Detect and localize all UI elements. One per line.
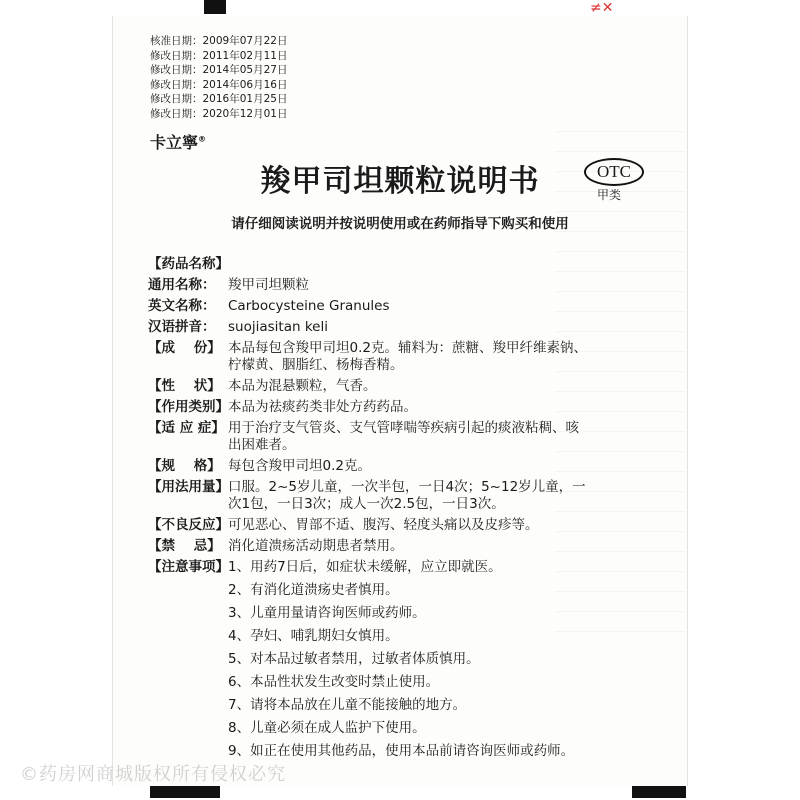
adverse-reactions-row xyxy=(148,517,588,534)
list-item: 8、儿童必须在成人监护下使用。 xyxy=(228,720,426,736)
section-label: 【不良反应】 xyxy=(148,517,229,533)
list-item: 1、用药7日后，如症状未缓解，应立即就医。 xyxy=(228,559,502,575)
copyright-watermark: ©药房网商城版权所有侵权必究 xyxy=(20,764,286,785)
section-label: 【规 格】 xyxy=(148,458,221,474)
brand-name: 卡立寧 xyxy=(150,133,199,152)
otc-class-label: 甲类 xyxy=(597,188,622,202)
list-item: 4、孕妇、哺乳期妇女慎用。 xyxy=(228,628,399,644)
registered-mark: ® xyxy=(198,134,207,144)
category-row xyxy=(148,399,588,416)
section-value: 可见恶心、胃部不适、腹泻、轻度头痛以及皮疹等。 xyxy=(228,517,539,533)
section-value: 本品每包含羧甲司坦0.2克。辅料为：蔗糖、羧甲纤维素钠、柠檬黄、胭脂红、杨梅香精。 xyxy=(228,340,587,373)
section-value: 消化道溃疡活动期患者禁用。 xyxy=(228,538,404,554)
specification-row xyxy=(148,458,588,475)
section-label: 【禁 忌】 xyxy=(148,538,221,554)
date-line: 修改日期：2020年12月01日 xyxy=(150,107,288,120)
section-value: 羧甲司坦颗粒 xyxy=(228,277,309,293)
section-value: 本品为祛痰药类非处方药药品。 xyxy=(228,399,417,415)
date-line: 修改日期：2016年01月25日 xyxy=(150,93,288,105)
list-item: 7、请将本品放在儿童不能接触的地方。 xyxy=(228,697,467,713)
indications-row xyxy=(148,420,588,454)
section-label: 【作用类别】 xyxy=(148,399,229,415)
section-value: 每包含羧甲司坦0.2克。 xyxy=(228,458,371,474)
date-line: 修改日期：2011年02月11日 xyxy=(150,49,288,62)
list-item: 9、如正在使用其他药品，使用本品前请咨询医师或药师。 xyxy=(228,743,575,759)
english-name-row xyxy=(148,298,588,315)
ingredients-row xyxy=(148,340,588,374)
precautions-list xyxy=(228,559,588,766)
brand-logo xyxy=(150,130,206,153)
page-title: 羧甲司坦颗粒说明书 xyxy=(260,164,540,199)
section-label: 汉语拼音： xyxy=(148,319,216,335)
section-label: 【注意事项】 xyxy=(148,559,229,575)
dosage-row xyxy=(148,479,588,513)
red-handwriting-mark: ≠✕ xyxy=(590,0,614,16)
date-line: 修改日期：2014年05月27日 xyxy=(150,64,288,76)
section-value: 口服。2~5岁儿童，一次半包，一日4次；5~12岁儿童，一次1包，一日3次；成人一次2.5包，一日3次。 xyxy=(228,479,586,512)
pinyin-row xyxy=(148,319,588,336)
contraindications-row xyxy=(148,538,588,555)
page-subtitle: 请仔细阅读说明并按说明使用或在药师指导下购买和使用 xyxy=(231,216,569,232)
section-label: 【药品名称】 xyxy=(148,256,229,272)
section-label: 【性 状】 xyxy=(148,378,221,394)
print-mark xyxy=(632,786,686,798)
otc-badge: OTC xyxy=(584,158,644,186)
drug-info xyxy=(148,256,588,770)
section-value: 本品为混悬颗粒，气香。 xyxy=(228,378,377,394)
section-value: 用于治疗支气管炎、支气管哮喘等疾病引起的痰液粘稠、咳出困难者。 xyxy=(228,420,579,453)
generic-name-row xyxy=(148,277,588,294)
section-label: 【适 应 症】 xyxy=(148,420,225,436)
date-line: 核准日期：2009年07月22日 xyxy=(150,35,288,47)
print-mark xyxy=(150,786,220,798)
print-mark xyxy=(204,0,226,14)
properties-row xyxy=(148,378,588,395)
date-line: 修改日期：2014年06月16日 xyxy=(150,78,288,91)
section-label: 【成 份】 xyxy=(148,340,221,356)
list-item: 2、有消化道溃疡史者慎用。 xyxy=(228,582,399,598)
section-value: Carbocysteine Granules xyxy=(228,298,390,314)
list-item: 5、对本品过敏者禁用，过敏者体质慎用。 xyxy=(228,651,480,667)
precautions-row xyxy=(148,559,588,766)
section-value: suojiasitan keli xyxy=(228,319,328,335)
approval-dates xyxy=(150,34,287,121)
section-label: 英文名称： xyxy=(148,298,216,314)
list-item: 6、本品性状发生改变时禁止使用。 xyxy=(228,674,440,690)
section-label: 通用名称： xyxy=(148,277,216,293)
section-label: 【用法用量】 xyxy=(148,479,229,495)
list-item: 3、儿童用量请咨询医师或药师。 xyxy=(228,605,426,621)
drug-name-section xyxy=(148,256,588,273)
